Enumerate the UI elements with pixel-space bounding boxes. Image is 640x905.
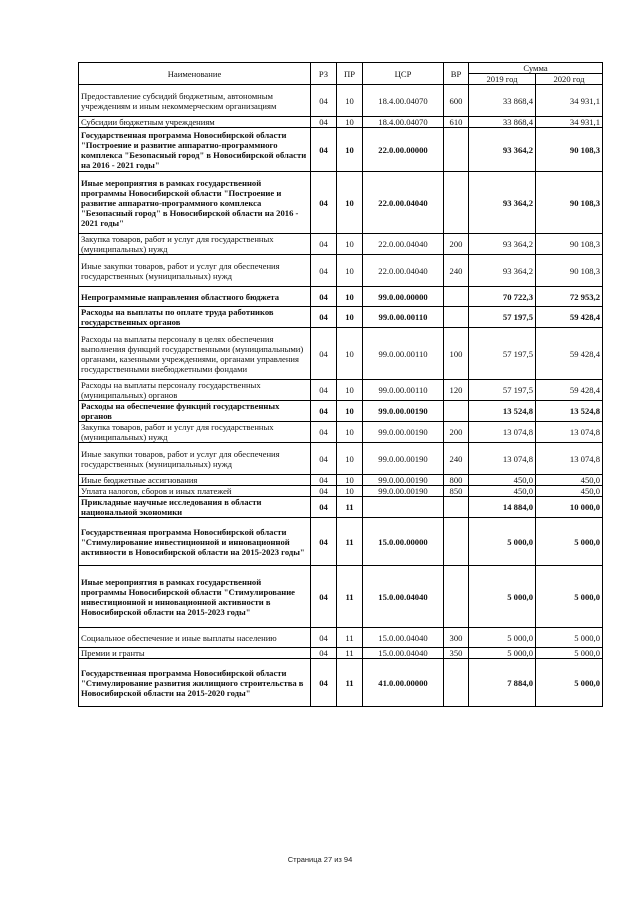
- table-row: [79, 117, 603, 128]
- row-name-cell: Иные мероприятия в рамках государственной программы Новосибирской области "Построение и развитие аппаратно-программного комплекса "Безопасный город" в Новосибирской области на 2016 - 2021 годы": [79, 172, 311, 234]
- row-rz-cell: 04: [311, 85, 337, 117]
- table-row: [79, 497, 603, 518]
- row-rz-cell: 04: [311, 328, 337, 380]
- row-vr-cell: 100: [444, 328, 469, 380]
- row-rz-cell: 04: [311, 443, 337, 475]
- col-vr-header: ВР: [444, 63, 469, 85]
- row-2020-cell: 34 931,1: [536, 85, 603, 117]
- row-csr-cell: 99.0.00.00190: [363, 422, 444, 443]
- row-csr-cell: 99.0.00.00110: [363, 380, 444, 401]
- row-vr-cell: 350: [444, 648, 469, 659]
- table-row: [79, 475, 603, 486]
- row-pr-cell: 11: [337, 518, 363, 566]
- row-vr-cell: [444, 497, 469, 518]
- row-pr-cell: 10: [337, 117, 363, 128]
- row-name-cell: Иные закупки товаров, работ и услуг для обеспечения государственных (муниципальных) нужд: [79, 255, 311, 287]
- row-name-cell: Государственная программа Новосибирской области "Стимулирование развития жилищного строительства в Новосибирской области на 2015-2020 годы": [79, 659, 311, 707]
- row-rz-cell: 04: [311, 117, 337, 128]
- table-row: [79, 566, 603, 628]
- row-pr-cell: 10: [337, 380, 363, 401]
- row-2019-cell: 7 884,0: [469, 659, 536, 707]
- row-pr-cell: 10: [337, 422, 363, 443]
- row-pr-cell: 10: [337, 255, 363, 287]
- row-2020-cell: 13 074,8: [536, 443, 603, 475]
- row-name-cell: Иные закупки товаров, работ и услуг для обеспечения государственных (муниципальных) нужд: [79, 443, 311, 475]
- table-row: [79, 128, 603, 172]
- row-rz-cell: 04: [311, 380, 337, 401]
- row-csr-cell: 15.0.00.00000: [363, 518, 444, 566]
- row-2019-cell: 5 000,0: [469, 628, 536, 648]
- row-2020-cell: 450,0: [536, 475, 603, 486]
- table-row: [79, 659, 603, 707]
- table-row: [79, 255, 603, 287]
- row-2020-cell: 13 074,8: [536, 422, 603, 443]
- row-2019-cell: 57 197,5: [469, 328, 536, 380]
- row-name-cell: Премии и гранты: [79, 648, 311, 659]
- row-2019-cell: 450,0: [469, 486, 536, 497]
- row-vr-cell: [444, 128, 469, 172]
- table-row: [79, 380, 603, 401]
- row-pr-cell: 10: [337, 443, 363, 475]
- row-2019-cell: 5 000,0: [469, 566, 536, 628]
- row-vr-cell: 300: [444, 628, 469, 648]
- row-csr-cell: 99.0.00.00190: [363, 475, 444, 486]
- row-csr-cell: 22.0.00.00000: [363, 128, 444, 172]
- row-2019-cell: 13 074,8: [469, 443, 536, 475]
- row-vr-cell: 200: [444, 422, 469, 443]
- row-name-cell: Закупка товаров, работ и услуг для государственных (муниципальных) нужд: [79, 422, 311, 443]
- row-pr-cell: 10: [337, 172, 363, 234]
- col-name-header: Наименование: [79, 63, 311, 85]
- row-vr-cell: 850: [444, 486, 469, 497]
- row-2019-cell: 33 868,4: [469, 85, 536, 117]
- row-csr-cell: 99.0.00.00110: [363, 328, 444, 380]
- table-row: [79, 486, 603, 497]
- row-csr-cell: 99.0.00.00190: [363, 401, 444, 422]
- row-2020-cell: 59 428,4: [536, 328, 603, 380]
- row-2020-cell: 72 953,2: [536, 287, 603, 307]
- col-pr-header: ПР: [337, 63, 363, 85]
- row-pr-cell: 10: [337, 475, 363, 486]
- row-name-cell: Закупка товаров, работ и услуг для государственных (муниципальных) нужд: [79, 234, 311, 255]
- row-vr-cell: [444, 172, 469, 234]
- row-pr-cell: 10: [337, 85, 363, 117]
- row-2020-cell: 90 108,3: [536, 234, 603, 255]
- row-2019-cell: 70 722,3: [469, 287, 536, 307]
- row-2020-cell: 34 931,1: [536, 117, 603, 128]
- row-name-cell: Непрограммные направления областного бюджета: [79, 287, 311, 307]
- row-pr-cell: 10: [337, 486, 363, 497]
- row-2020-cell: 5 000,0: [536, 628, 603, 648]
- row-pr-cell: 10: [337, 307, 363, 328]
- row-2020-cell: 5 000,0: [536, 518, 603, 566]
- row-rz-cell: 04: [311, 518, 337, 566]
- table-row: [79, 234, 603, 255]
- row-vr-cell: 240: [444, 255, 469, 287]
- row-name-cell: Уплата налогов, сборов и иных платежей: [79, 486, 311, 497]
- row-csr-cell: 18.4.00.04070: [363, 117, 444, 128]
- row-rz-cell: 04: [311, 234, 337, 255]
- row-csr-cell: 15.0.00.04040: [363, 648, 444, 659]
- row-2019-cell: 93 364,2: [469, 128, 536, 172]
- row-vr-cell: [444, 518, 469, 566]
- row-rz-cell: 04: [311, 422, 337, 443]
- row-rz-cell: 04: [311, 566, 337, 628]
- row-rz-cell: 04: [311, 307, 337, 328]
- row-vr-cell: 200: [444, 234, 469, 255]
- row-pr-cell: 10: [337, 401, 363, 422]
- col-rz-header: РЗ: [311, 63, 337, 85]
- row-csr-cell: 18.4.00.04070: [363, 85, 444, 117]
- page-number: Страница 27 из 94: [287, 855, 353, 864]
- row-pr-cell: 10: [337, 328, 363, 380]
- row-name-cell: Субсидии бюджетным учреждениям: [79, 117, 311, 128]
- row-2019-cell: 5 000,0: [469, 648, 536, 659]
- row-pr-cell: 11: [337, 648, 363, 659]
- row-rz-cell: 04: [311, 659, 337, 707]
- row-2019-cell: 13 074,8: [469, 422, 536, 443]
- row-name-cell: Иные бюджетные ассигнования: [79, 475, 311, 486]
- row-2020-cell: 59 428,4: [536, 380, 603, 401]
- row-2020-cell: 90 108,3: [536, 255, 603, 287]
- row-pr-cell: 11: [337, 497, 363, 518]
- row-pr-cell: 10: [337, 128, 363, 172]
- table-row: [79, 85, 603, 117]
- table-row: [79, 172, 603, 234]
- row-csr-cell: 99.0.00.00000: [363, 287, 444, 307]
- row-rz-cell: 04: [311, 486, 337, 497]
- row-vr-cell: [444, 287, 469, 307]
- row-vr-cell: 600: [444, 85, 469, 117]
- row-rz-cell: 04: [311, 475, 337, 486]
- row-rz-cell: 04: [311, 255, 337, 287]
- row-csr-cell: 15.0.00.04040: [363, 566, 444, 628]
- col-sum-header: Сумма: [469, 63, 603, 74]
- row-name-cell: Социальное обеспечение и иные выплаты населению: [79, 628, 311, 648]
- row-rz-cell: 04: [311, 401, 337, 422]
- row-name-cell: Прикладные научные исследования в области национальной экономики: [79, 497, 311, 518]
- row-rz-cell: 04: [311, 497, 337, 518]
- table-row: [79, 401, 603, 422]
- row-rz-cell: 04: [311, 628, 337, 648]
- table-row: [79, 628, 603, 648]
- row-2019-cell: 93 364,2: [469, 172, 536, 234]
- row-csr-cell: 99.0.00.00110: [363, 307, 444, 328]
- row-vr-cell: [444, 566, 469, 628]
- row-rz-cell: 04: [311, 648, 337, 659]
- row-csr-cell: 15.0.00.04040: [363, 628, 444, 648]
- row-name-cell: Иные мероприятия в рамках государственной программы Новосибирской области "Стимулирование инвестиционной и инновационной активности в Новосибирской области на 2015-2023 годы": [79, 566, 311, 628]
- row-pr-cell: 11: [337, 628, 363, 648]
- row-2020-cell: 10 000,0: [536, 497, 603, 518]
- row-rz-cell: 04: [311, 172, 337, 234]
- table-row: [79, 307, 603, 328]
- row-name-cell: Расходы на выплаты по оплате труда работников государственных органов: [79, 307, 311, 328]
- row-vr-cell: [444, 401, 469, 422]
- row-vr-cell: [444, 307, 469, 328]
- row-rz-cell: 04: [311, 287, 337, 307]
- row-2020-cell: 13 524,8: [536, 401, 603, 422]
- table-row: [79, 443, 603, 475]
- row-csr-cell: 99.0.00.00190: [363, 443, 444, 475]
- col-2020-header: 2020 год: [536, 74, 603, 85]
- table-row: [79, 422, 603, 443]
- row-vr-cell: 240: [444, 443, 469, 475]
- row-2020-cell: 5 000,0: [536, 566, 603, 628]
- row-pr-cell: 11: [337, 566, 363, 628]
- row-csr-cell: 22.0.00.04040: [363, 255, 444, 287]
- table-row: [79, 648, 603, 659]
- budget-table: [78, 62, 603, 707]
- table-body: [79, 85, 603, 707]
- row-pr-cell: 11: [337, 659, 363, 707]
- table-row: [79, 518, 603, 566]
- row-csr-cell: 41.0.00.00000: [363, 659, 444, 707]
- row-name-cell: Государственная программа Новосибирской области "Стимулирование инвестиционной и инновационной активности в Новосибирской области на 2015-2023 годы": [79, 518, 311, 566]
- row-2019-cell: 450,0: [469, 475, 536, 486]
- row-vr-cell: 120: [444, 380, 469, 401]
- row-pr-cell: 10: [337, 234, 363, 255]
- row-2020-cell: 450,0: [536, 486, 603, 497]
- row-2019-cell: 57 197,5: [469, 307, 536, 328]
- row-name-cell: Расходы на выплаты персоналу государственных (муниципальных) органов: [79, 380, 311, 401]
- row-2019-cell: 13 524,8: [469, 401, 536, 422]
- table-row: [79, 328, 603, 380]
- row-name-cell: Расходы на выплаты персоналу в целях обеспечения выполнения функций государственными (муниципальными) органами, казенными учреждениями, органами управления государственными внебюджетными фондами: [79, 328, 311, 380]
- row-name-cell: Государственная программа Новосибирской области "Построение и развитие аппаратно-программного комплекса "Безопасный город" в Новосибирской области на 2016 - 2021 годы": [79, 128, 311, 172]
- row-2020-cell: 90 108,3: [536, 172, 603, 234]
- row-2020-cell: 5 000,0: [536, 659, 603, 707]
- col-2019-header: 2019 год: [469, 74, 536, 85]
- row-2019-cell: 14 884,0: [469, 497, 536, 518]
- row-csr-cell: 22.0.00.04040: [363, 234, 444, 255]
- col-csr-header: ЦСР: [363, 63, 444, 85]
- row-name-cell: Расходы на обеспечение функций государственных органов: [79, 401, 311, 422]
- row-2019-cell: 93 364,2: [469, 234, 536, 255]
- row-2020-cell: 59 428,4: [536, 307, 603, 328]
- table-row: [79, 287, 603, 307]
- row-vr-cell: 800: [444, 475, 469, 486]
- row-2019-cell: 57 197,5: [469, 380, 536, 401]
- row-rz-cell: 04: [311, 128, 337, 172]
- row-2019-cell: 93 364,2: [469, 255, 536, 287]
- row-2020-cell: 90 108,3: [536, 128, 603, 172]
- row-csr-cell: 99.0.00.00190: [363, 486, 444, 497]
- row-vr-cell: 610: [444, 117, 469, 128]
- row-csr-cell: 22.0.00.04040: [363, 172, 444, 234]
- row-2020-cell: 5 000,0: [536, 648, 603, 659]
- row-csr-cell: [363, 497, 444, 518]
- row-2019-cell: 5 000,0: [469, 518, 536, 566]
- row-name-cell: Предоставление субсидий бюджетным, автономным учреждениям и иным некоммерческим организациям: [79, 85, 311, 117]
- row-pr-cell: 10: [337, 287, 363, 307]
- table-header: [79, 63, 603, 85]
- row-2019-cell: 33 868,4: [469, 117, 536, 128]
- row-vr-cell: [444, 659, 469, 707]
